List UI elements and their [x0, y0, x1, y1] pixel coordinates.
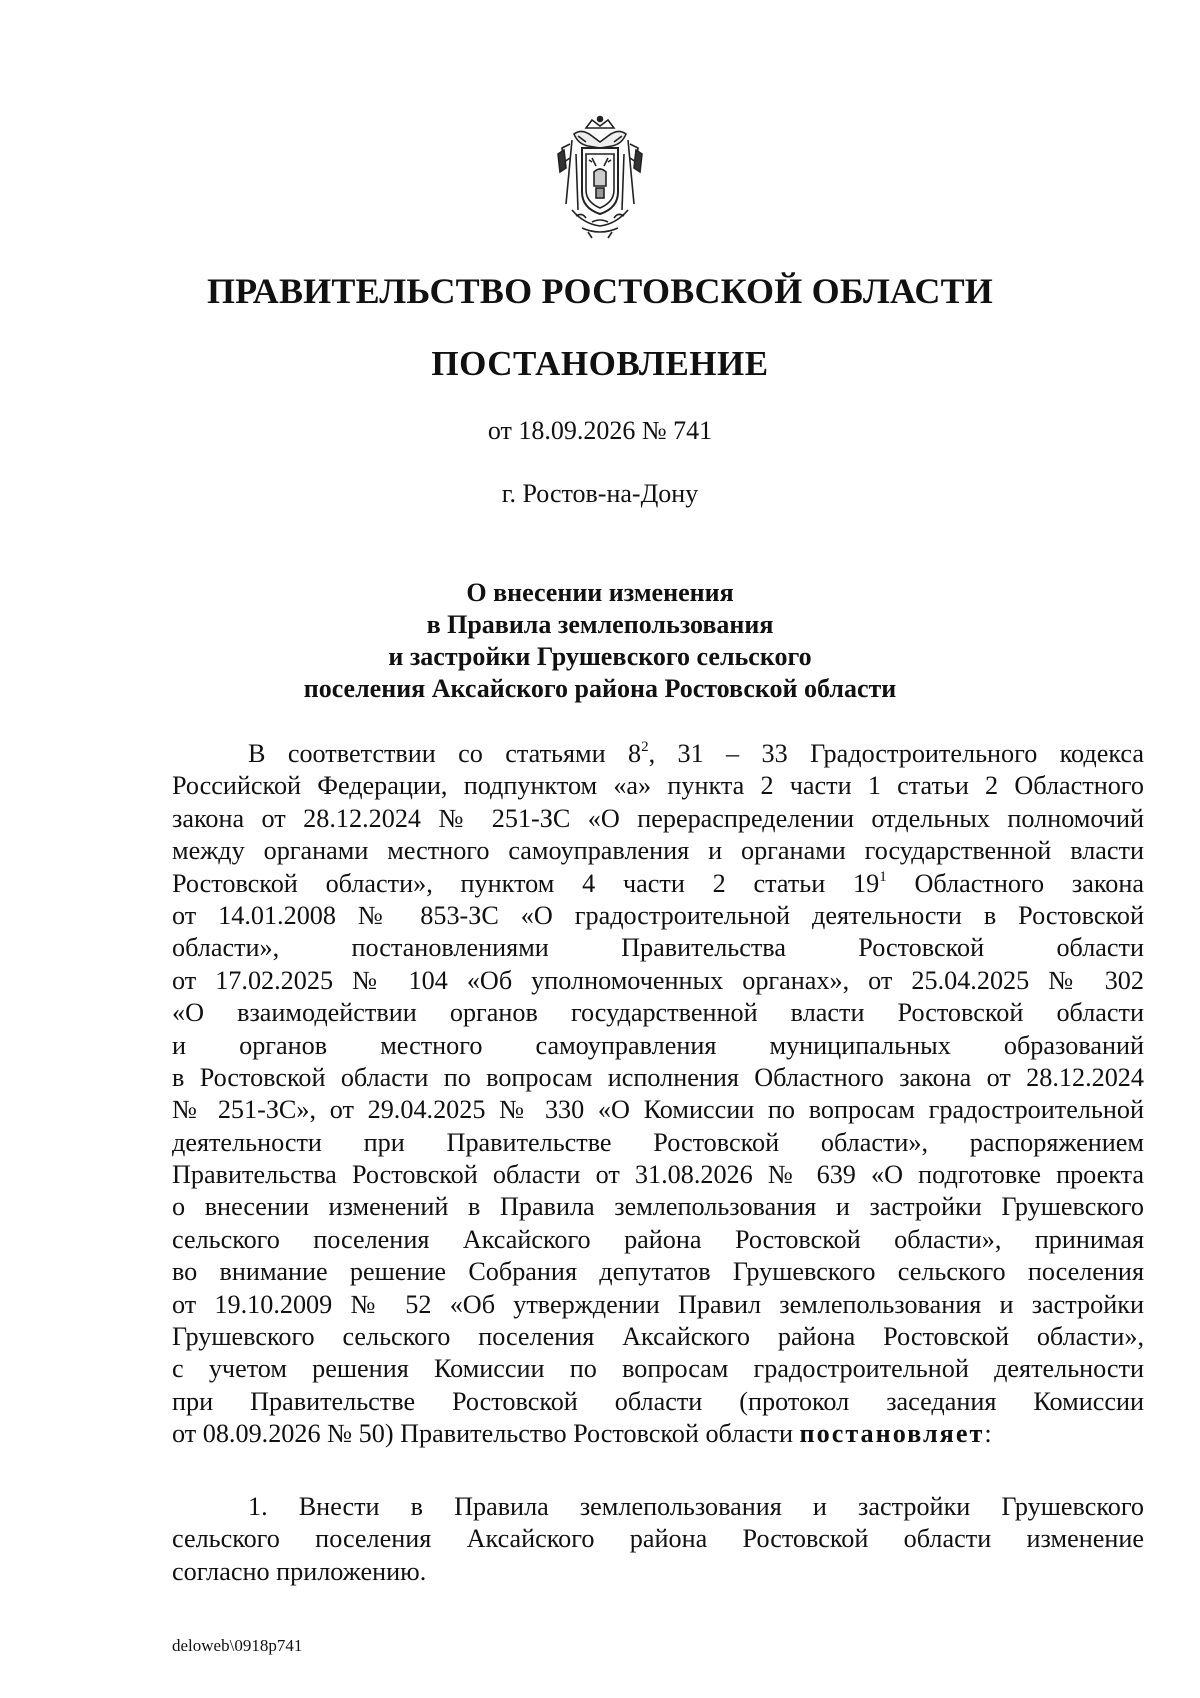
superscript: 2 [641, 739, 649, 755]
preamble-text: от 08.09.2026 № 50) Правительство Ростовской области [172, 1419, 800, 1449]
preamble-text: Областного закона [886, 868, 1144, 898]
file-reference: deloweb\0918p741 [172, 1636, 303, 1655]
preamble-line: области», постановлениями Правительства Ростовской области [172, 933, 1144, 963]
subject-line: в Правила землепользования [426, 610, 774, 639]
preamble-line: от 14.01.2008 № 853-ЗС «О градостроительной деятельности в Ростовской [172, 900, 1144, 930]
preamble-line: № 251-ЗС», от 29.04.2025 № 330 «О Комиссии по вопросам градостроительной [172, 1095, 1144, 1125]
preamble-line: «О взаимодействии органов государственной власти Ростовской области [172, 998, 1144, 1028]
item-line: сельского поселения Аксайского района Ростовской области изменение [172, 1524, 1144, 1554]
preamble-line: деятельности при Правительстве Ростовской области», распоряжением [172, 1127, 1144, 1157]
subject-line: поселения Аксайского района Ростовской области [303, 674, 897, 703]
superscript: 1 [879, 868, 887, 885]
preamble-line: Грушевского сельского поселения Аксайского района Ростовской области», [172, 1322, 1144, 1352]
preamble-text: В соответствии со статьями 8 [248, 739, 642, 768]
subject-line: и застройки Грушевского сельского [388, 642, 812, 671]
item-line: согласно приложению. [172, 1556, 427, 1586]
resolution-keyword: постановляет [799, 1419, 985, 1449]
organization-title: ПРАВИТЕЛЬСТВО РОСТОВСКОЙ ОБЛАСТИ [206, 271, 994, 311]
preamble-line: сельского поселения Аксайского района Ростовской области», принимая [172, 1224, 1144, 1254]
preamble-paragraph [172, 738, 1144, 1451]
document-subject [0, 577, 1200, 705]
preamble-text: Ростовской области», пунктом 4 части 2 статьи 19 [172, 868, 880, 898]
preamble-line: от 17.02.2025 № 104 «Об уполномоченных органах», от 25.04.2025 № 302 [172, 965, 1144, 995]
item-line: 1. Внести в Правила землепользования и застройки Грушевского [248, 1492, 1144, 1521]
preamble-line: и органов местного самоуправления муниципальных образований [172, 1030, 1144, 1060]
preamble-line: при Правительстве Ростовской области (протокол заседания Комиссии [172, 1386, 1144, 1416]
preamble-line [172, 1418, 1144, 1450]
preamble-line: с учетом решения Комиссии по вопросам градостроительной деятельности [172, 1354, 1144, 1384]
coat-of-arms-emblem [552, 114, 648, 242]
preamble-line: от 19.10.2009 № 52 «Об утверждении Правил землепользования и застройки [172, 1289, 1144, 1319]
preamble-line: в Ростовской области по вопросам исполнения Областного закона от 28.12.2024 [172, 1062, 1144, 1092]
preamble-line: во внимание решение Собрания депутатов Грушевского сельского поселения [172, 1257, 1144, 1287]
preamble-line [172, 738, 1144, 770]
document-city: г. Ростов-на-Дону [501, 479, 699, 508]
preamble-line: между органами местного самоуправления и органами государственной власти [172, 836, 1144, 866]
item-1-paragraph [172, 1491, 1144, 1588]
coat-of-arms-icon [552, 114, 648, 242]
preamble-line: Правительства Ростовской области от 31.08.2026 № 639 «О подготовке проекта [172, 1160, 1144, 1190]
preamble-line [172, 868, 1144, 900]
preamble-text: , 31 – 33 Градостроительного кодекса [648, 739, 1144, 768]
document-date-number: от 18.09.2026 № 741 [487, 416, 713, 445]
preamble-line: закона от 28.12.2024 № 251-ЗС «О перераспределении отдельных полномочий [172, 803, 1144, 833]
preamble-line: Российской Федерации, подпунктом «а» пункта 2 части 1 статьи 2 Областного [172, 771, 1144, 801]
preamble-line: о внесении изменений в Правила землепользования и застройки Грушевского [172, 1192, 1144, 1222]
document-type-title: ПОСТАНОВЛЕНИЕ [431, 344, 769, 383]
subject-line: О внесении изменения [466, 578, 734, 607]
preamble-text: : [984, 1419, 992, 1449]
